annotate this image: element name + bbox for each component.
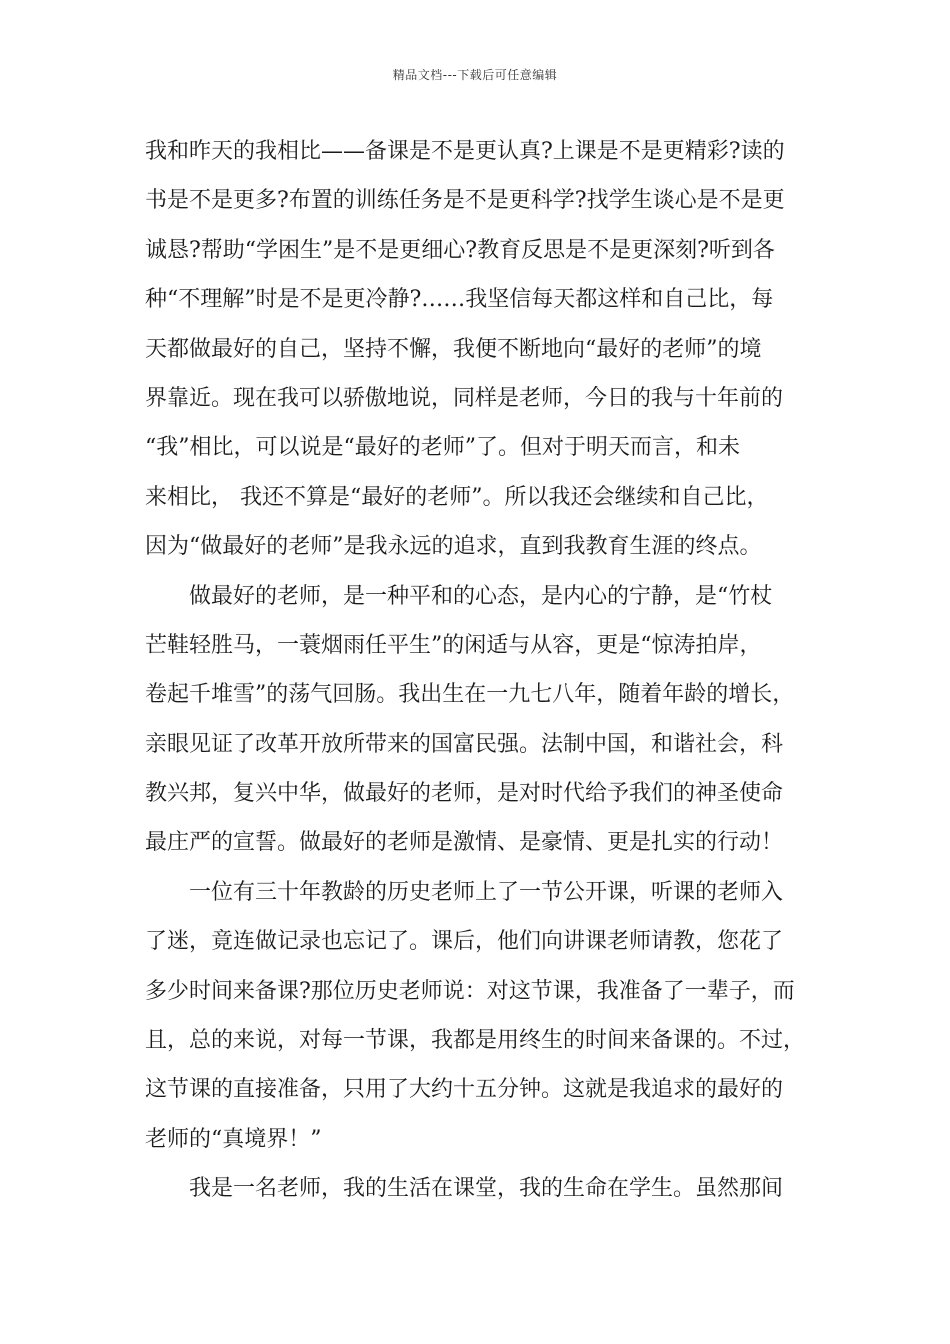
text-line: 这节课的直接准备，只用了大约十五分钟。这就是我追求的最好的: [145, 1077, 784, 1103]
document-body: [145, 127, 825, 1214]
text-line: 芒鞋轻胜马，一蓑烟雨任平生”的闲适与从容，更是“惊涛拍岸，: [145, 632, 762, 658]
text-line: 教兴邦，复兴中华，做最好的老师，是对时代给予我们的神圣使命: [145, 781, 784, 807]
text-line: 亲眼见证了改革开放所带来的国富民强。法制中国，和谐社会，科: [145, 731, 784, 757]
text-line: 老师的“真境界！”: [145, 1126, 322, 1152]
text-line: 界靠近。现在我可以骄傲地说，同样是老师，今日的我与十年前的: [145, 385, 784, 411]
text-line: 因为“做最好的老师”是我永远的追求，直到我教育生涯的终点。: [145, 534, 762, 560]
text-line: 做最好的老师，是一种平和的心态，是内心的宁静，是“竹杖: [145, 583, 773, 609]
page-header: 精品文档---下载后可任意编辑: [392, 68, 558, 82]
text-line: 天都做最好的自己，坚持不懈，我便不断地向“最好的老师”的境: [145, 336, 762, 362]
text-line: 来相比， 我还不算是“最好的老师”。所以我还会继续和自己比，: [145, 484, 769, 510]
text-line: 且，总的来说，对每一节课，我都是用终生的时间来备课的。不过，: [145, 1028, 806, 1054]
text-line: 书是不是更多?布置的训练任务是不是更科学?找学生谈心是不是更: [145, 188, 785, 214]
text-line: 了迷，竟连做记录也忘记了。课后，他们向讲课老师请教，您花了: [145, 929, 784, 955]
text-line: 多少时间来备课?那位历史老师说：对这节课，我准备了一辈子，而: [145, 978, 795, 1004]
text-line: 我是一名老师，我的生活在课堂，我的生命在学生。虽然那间: [145, 1176, 784, 1202]
text-line: 一位有三十年教龄的历史老师上了一节公开课，听课的老师入: [145, 879, 784, 905]
text-line: 我和昨天的我相比——备课是不是更认真?上课是不是更精彩?读的: [145, 139, 785, 164]
text-line: 最庄严的宣誓。做最好的老师是激情、是豪情、更是扎实的行动！: [145, 830, 784, 856]
text-line: “我”相比，可以说是“最好的老师”了。但对于明天而言，和未: [145, 435, 740, 461]
text-line: 卷起千堆雪”的荡气回肠。我出生在一九七八年，随着年龄的增长，: [145, 682, 795, 708]
text-line: 诚恳?帮助“学困生”是不是更细心?教育反思是不是更深刻?听到各: [145, 237, 775, 263]
text-line: 种“不理解”时是不是更冷静?……我坚信每天都这样和自己比，每: [145, 287, 774, 313]
